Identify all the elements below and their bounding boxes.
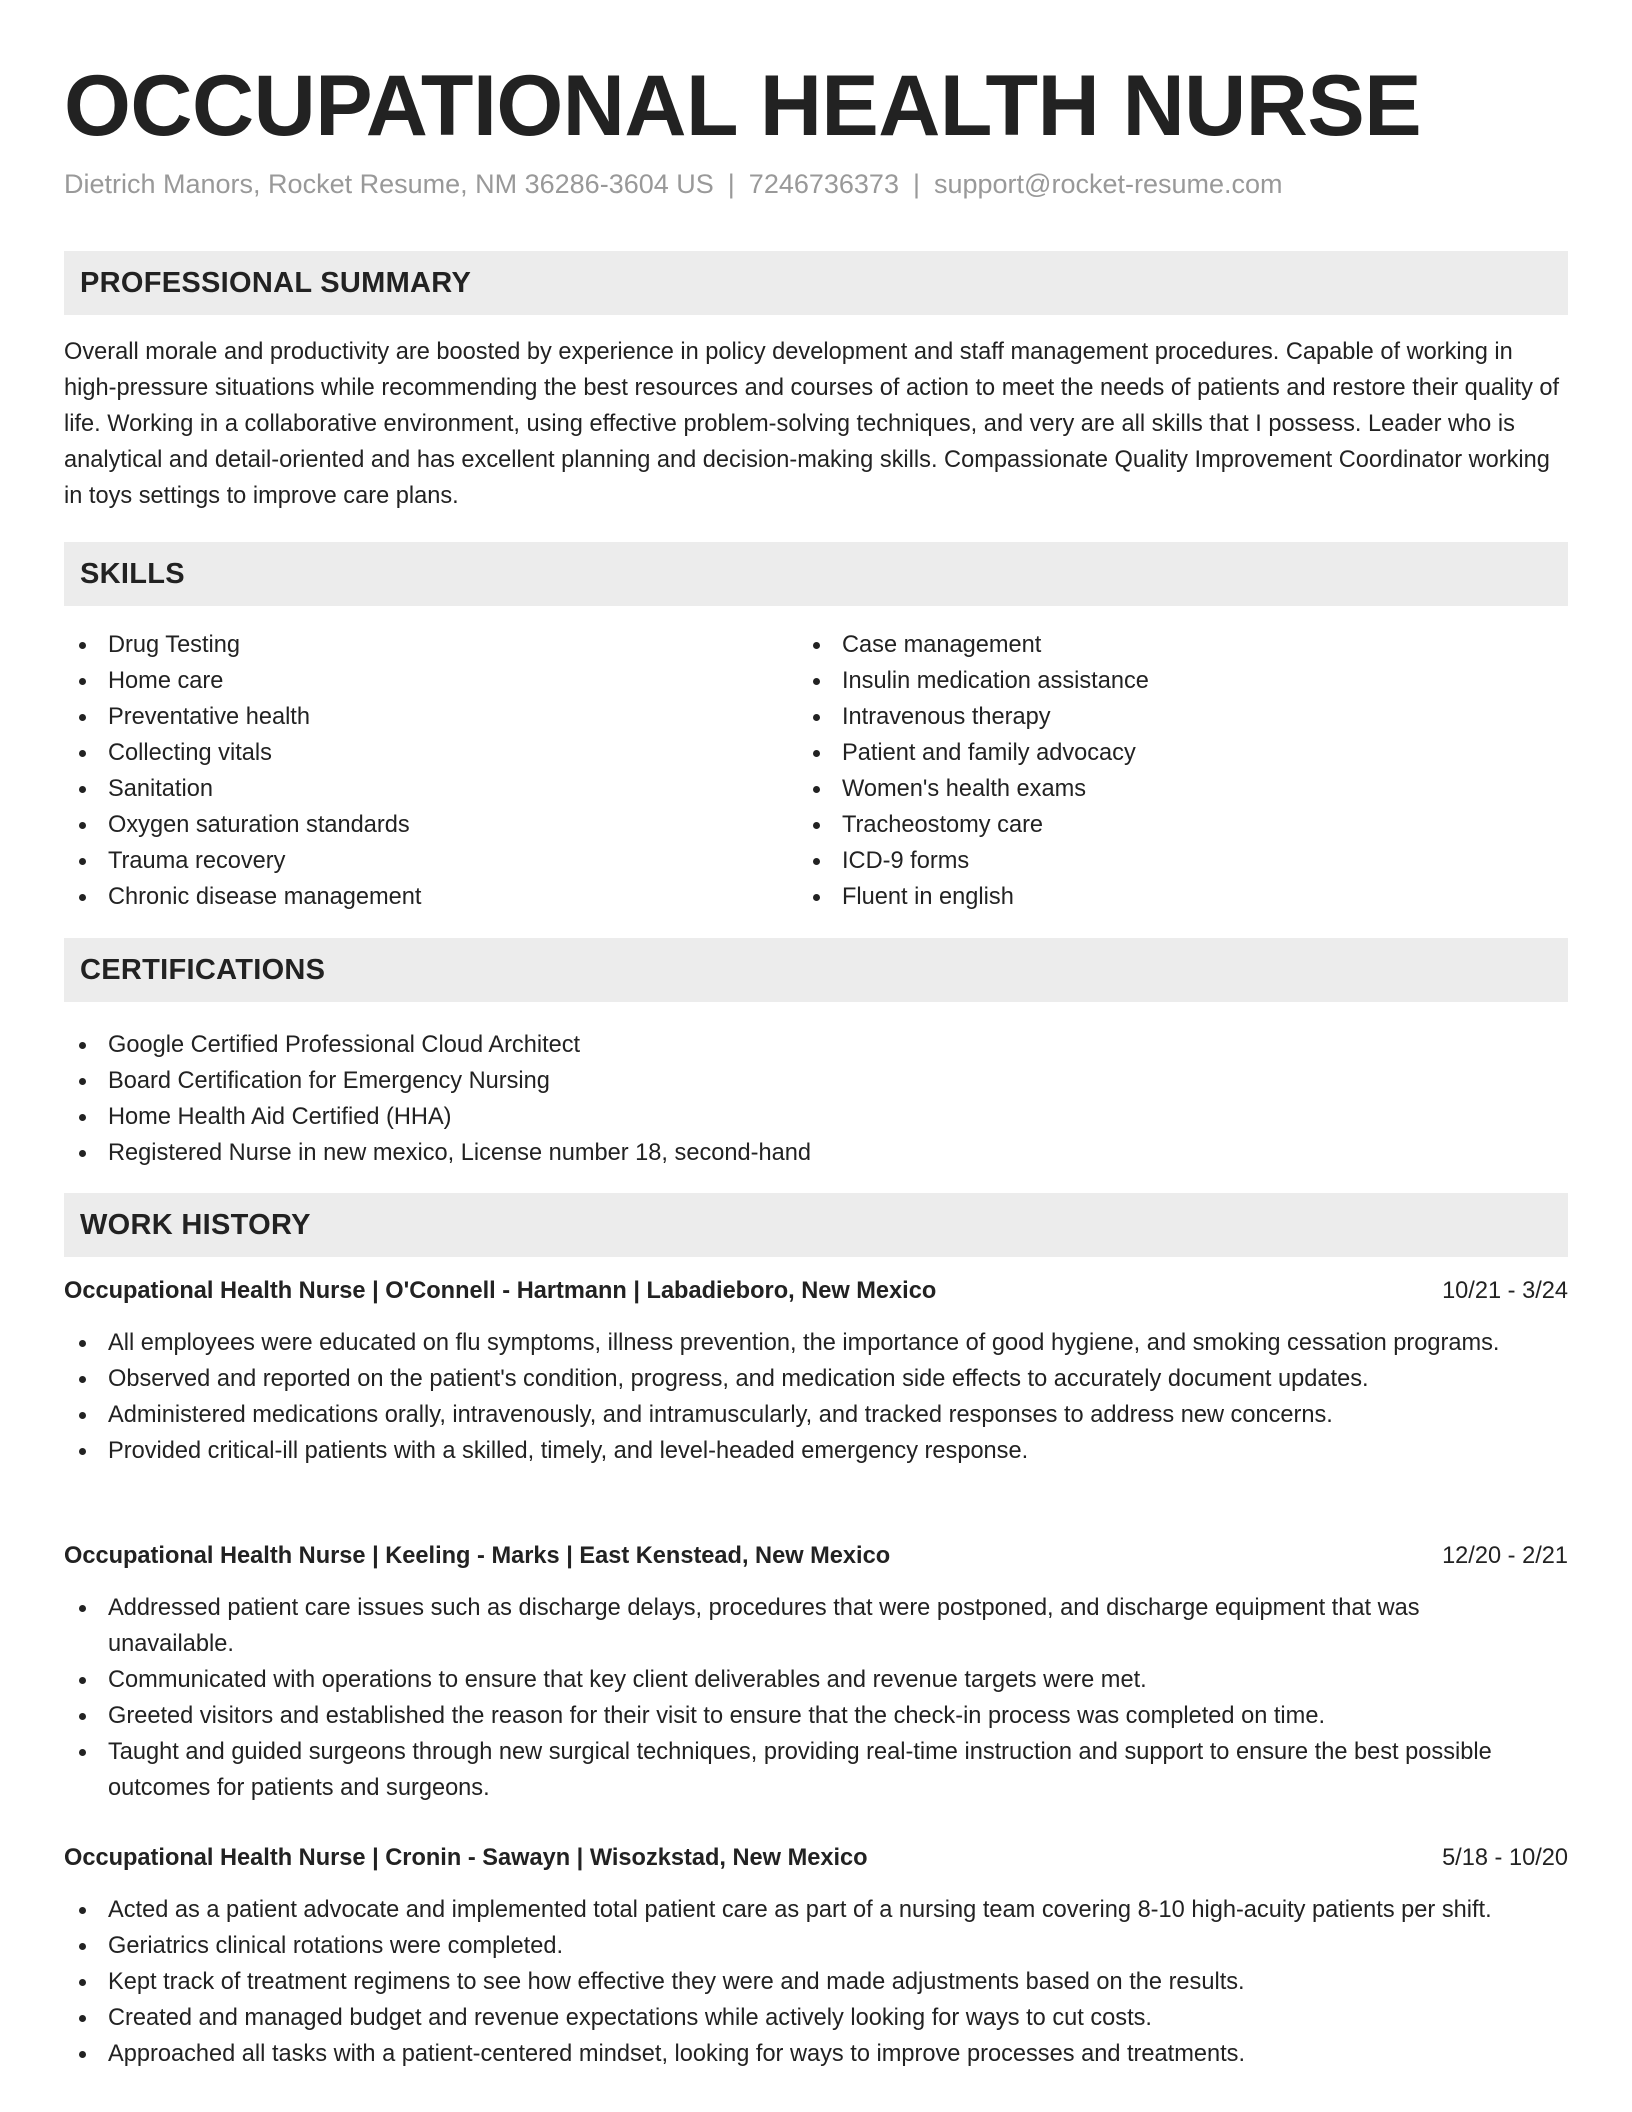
skill-item: Patient and family advocacy: [798, 735, 1498, 771]
contact-email: support@rocket-resume.com: [933, 169, 1283, 199]
job-bullet: Addressed patient care issues such as discharge delays, procedures that were postponed, and discharge equipment that was unavailable.: [64, 1590, 1568, 1662]
job-bullet: Created and managed budget and revenue expectations while actively looking for ways to cut costs.: [64, 2000, 1568, 2036]
skill-item: ICD-9 forms: [798, 843, 1498, 879]
candidate-name: OCCUPATIONAL HEALTH NURSE: [64, 58, 1422, 154]
job-bullet: Kept track of treatment regimens to see how effective they were and made adjustments based on the results.: [64, 1964, 1568, 2000]
skill-item: Trauma recovery: [64, 843, 764, 879]
job-dates: 12/20 - 2/21: [1442, 1543, 1568, 1569]
job-bullet: Communicated with operations to ensure that key client deliverables and revenue targets were met.: [64, 1662, 1568, 1698]
certifications-heading: CERTIFICATIONS: [64, 938, 1568, 1002]
job-title: [64, 1538, 1568, 1574]
skill-item: Intravenous therapy: [798, 699, 1498, 735]
certifications-list: [64, 1027, 1568, 1171]
skills-heading: SKILLS: [64, 542, 1568, 606]
job-bullet: All employees were educated on flu symptoms, illness prevention, the importance of good hygiene, and smoking cessation programs.: [64, 1325, 1568, 1361]
job-bullet: Administered medications orally, intravenously, and intramuscularly, and tracked responses to address new concerns.: [64, 1397, 1568, 1433]
job-bullets: [64, 1892, 1568, 2072]
skill-item: Chronic disease management: [64, 879, 764, 915]
job-dates: 5/18 - 10/20: [1442, 1845, 1568, 1871]
contact-phone: 7246736373: [748, 169, 899, 199]
certification-item: Google Certified Professional Cloud Architect: [64, 1027, 1568, 1063]
job-bullets: [64, 1325, 1568, 1469]
job-title-text: Occupational Health Nurse | Cronin - Sawayn | Wisozkstad, New Mexico: [64, 1845, 868, 1871]
skill-item: Oxygen saturation standards: [64, 807, 764, 843]
skill-item: Fluent in english: [798, 879, 1498, 915]
job-bullet: Geriatrics clinical rotations were completed.: [64, 1928, 1568, 1964]
skill-item: Drug Testing: [64, 627, 764, 663]
contact-line: [64, 166, 1283, 202]
contact-separator: |: [912, 169, 920, 199]
job-dates: 10/21 - 3/24: [1442, 1278, 1568, 1304]
job-title: [64, 1840, 1568, 1876]
job-title-text: Occupational Health Nurse | Keeling - Marks | East Kenstead, New Mexico: [64, 1543, 891, 1569]
job-bullet: Observed and reported on the patient's condition, progress, and medication side effects to accurately document updates.: [64, 1361, 1568, 1397]
job-bullets: [64, 1590, 1568, 1806]
skill-item: Sanitation: [64, 771, 764, 807]
skill-item: Women's health exams: [798, 771, 1498, 807]
skill-item: Preventative health: [64, 699, 764, 735]
contact-address: Dietrich Manors, Rocket Resume, NM 36286-3604 US: [64, 169, 714, 199]
job-bullet: Greeted visitors and established the reason for their visit to ensure that the check-in process was completed on time.: [64, 1698, 1568, 1734]
job-title-text: Occupational Health Nurse | O'Connell - Hartmann | Labadieboro, New Mexico: [64, 1278, 937, 1304]
certification-item: Board Certification for Emergency Nursing: [64, 1063, 1568, 1099]
contact-separator: |: [727, 169, 735, 199]
skills-list-left: [64, 627, 764, 915]
certification-item: Registered Nurse in new mexico, License number 18, second-hand: [64, 1135, 1568, 1171]
skill-item: Tracheostomy care: [798, 807, 1498, 843]
job-bullet: Approached all tasks with a patient-centered mindset, looking for ways to improve processes and treatments.: [64, 2036, 1568, 2072]
job-bullet: Taught and guided surgeons through new surgical techniques, providing real-time instruction and support to ensure the best possible outcomes for patients and surgeons.: [64, 1734, 1568, 1806]
job-title: [64, 1273, 1568, 1309]
job-bullet: Acted as a patient advocate and implemented total patient care as part of a nursing team covering 8-10 high-acuity patients per shift.: [64, 1892, 1568, 1928]
summary-text: Overall morale and productivity are boosted by experience in policy development and staff management procedures. Capable of working in high-pressure situations while recommending the best resources and courses of action to meet the needs of patients and restore their quality of life. Working in a collaborative environment, using effective problem-solving techniques, and very are all skills that I possess. Leader who is analytical and detail-oriented and has excellent planning and decision-making skills. Compassionate Quality Improvement Coordinator working in toys settings to improve care plans.: [64, 339, 1560, 509]
work-history-heading: WORK HISTORY: [64, 1193, 1568, 1257]
summary-heading: PROFESSIONAL SUMMARY: [64, 251, 1568, 315]
skill-item: Home care: [64, 663, 764, 699]
skill-item: Collecting vitals: [64, 735, 764, 771]
skill-item: Insulin medication assistance: [798, 663, 1498, 699]
job-bullet: Provided critical-ill patients with a skilled, timely, and level-headed emergency response.: [64, 1433, 1568, 1469]
skills-list-right: [798, 627, 1498, 915]
skill-item: Case management: [798, 627, 1498, 663]
certification-item: Home Health Aid Certified (HHA): [64, 1099, 1568, 1135]
